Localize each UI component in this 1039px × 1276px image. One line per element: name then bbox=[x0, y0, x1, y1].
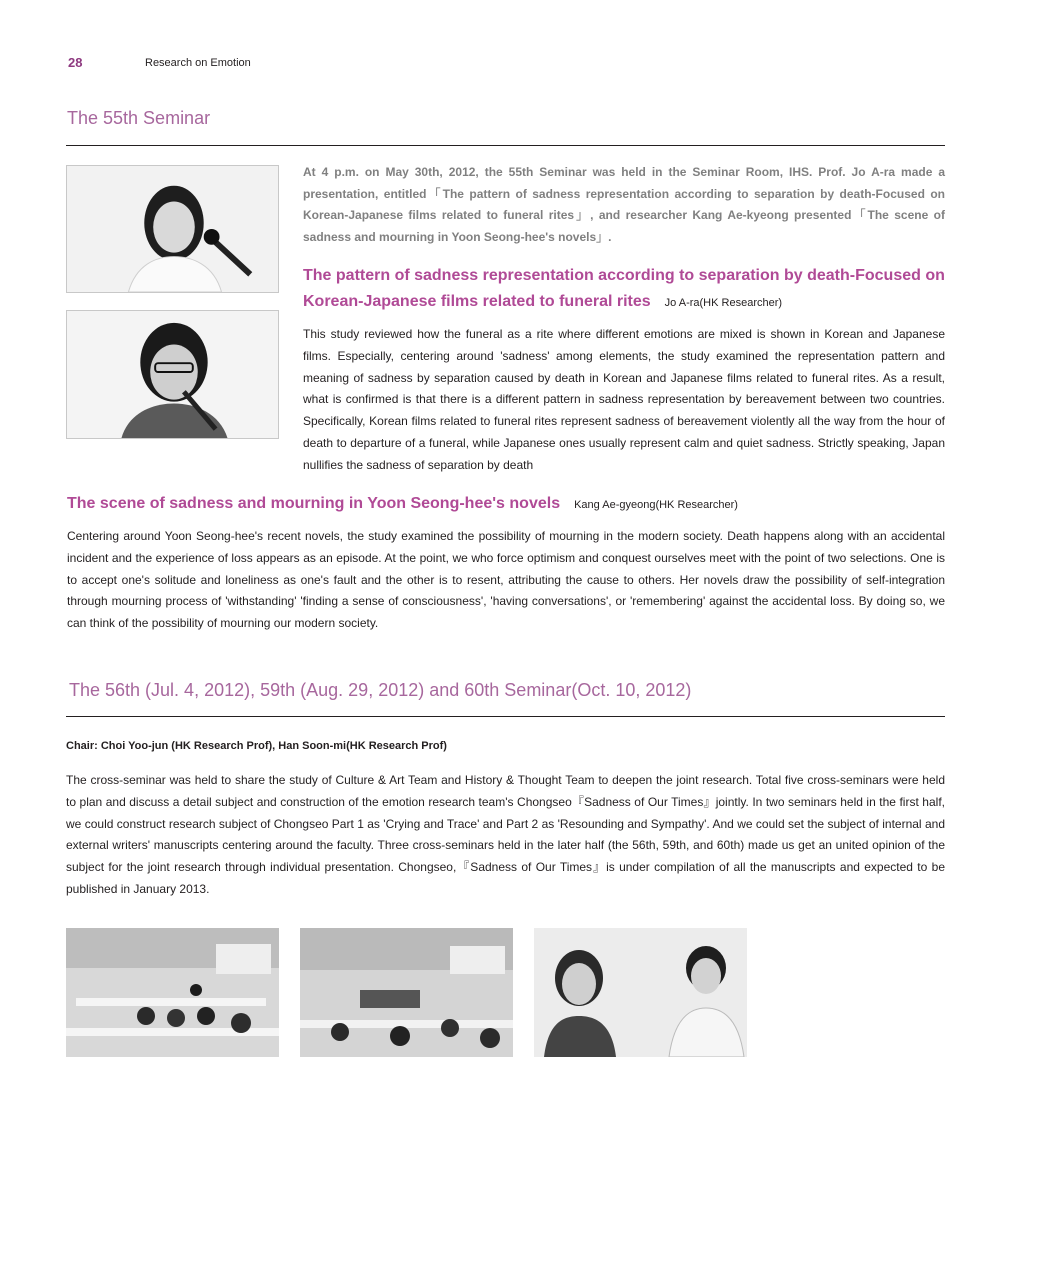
talk2-title: The scene of sadness and mourning in Yoon Seong-hee's novels bbox=[67, 495, 561, 512]
page-number: 28 bbox=[68, 55, 83, 70]
seminar-intro: At 4 p.m. on May 30th, 2012, the 55th Seminar was held in the Seminar Room, IHS. Prof. Jo A-ra made a presentation, entitled「The pattern of sadness representation according to separation by death-Focused on Korean-Japanese films related to funeral rites」, and researcher Kang Ae-kyeong presented「The scene of sadness and mourning in Yoon Seong-hee's novels」. bbox=[303, 165, 945, 245]
talk1-title: The pattern of sadness representation according to separation by death-Focused on Korean-Japanese films related to funeral rites bbox=[303, 267, 945, 310]
talk1-author: Jo A-ra(HK Researcher) bbox=[664, 297, 783, 309]
talk2-abstract: Centering around Yoon Seong-hee's recent novels, the study examined the possibility of mourning in the modern society. Death happens along with an accidental incident and the experience of loss appears as an episode. At the point, we who force optimism and conquest ourselves meet with the point of two selections. One is to accept one's solitude and loneliness as one's fault and the other is to resent, attributing the cause to others. Her novels draw the possibility of self-integration through mourning process of 'withstanding' 'finding a sense of consciousness', 'having conversations', or 'remembering' against the accidental loss. By doing so, we can think of the possibility of mourning our modern society. bbox=[67, 529, 945, 631]
presenter-photo-kang-aegyeong bbox=[66, 310, 279, 439]
talk1-heading bbox=[303, 263, 945, 316]
running-title: Research on Emotion bbox=[145, 57, 251, 69]
seminar-summary: The cross-seminar was held to share the study of Culture & Art Team and History & Thought Team to deepen the joint research. Total five cross-seminars were held to plan and discuss a detail subject and construction of the emotion research team's Chongseo『Sadness of Our Times』jointly. In two seminars held in the first half, we could construct research subject of Chongseo Part 1 as 'Crying and Trace' and Part 2 as 'Resounding and Sympathy'. And we could set the subject of internal and external writers' manuscripts centering around the faculty. Three cross-seminars held in the later half (the 56th, 59th, and 60th) made us get an united opinion of the subject for the joint research through individual presentation. Chongseo,『Sadness of Our Times』is under compilation of all the manuscripts and expected to be published in January 2013. bbox=[66, 773, 945, 896]
section-title-55th: The 55th Seminar bbox=[67, 108, 211, 128]
talk2-heading bbox=[67, 491, 945, 518]
talk2-author: Kang Ae-gyeong(HK Researcher) bbox=[574, 499, 738, 511]
seminar-room-photo-2 bbox=[300, 928, 513, 1057]
seminar-discussion-photo bbox=[534, 928, 747, 1057]
seminar-room-photo-1 bbox=[66, 928, 279, 1057]
section-divider bbox=[66, 716, 945, 717]
presenter-photo-jo-ara bbox=[66, 165, 279, 293]
section-divider bbox=[66, 145, 945, 146]
talk1-abstract: This study reviewed how the funeral as a rite where different emotions are mixed is shown in Korean and Japanese films. Especially, centering around 'sadness' among elements, the study examined the representation pattern and meaning of sadness by separation caused by death in Korean and Japanese films related to funeral rites. As a result, what is confirmed is that there is a different pattern in sadness representation by bereavement between two countries. Specifically, Korean films related to funeral rites represent sadness of bereavement violently all the way from the hour of death to departure of a funeral, while Japanese ones usually represent calm and quiet sadness. Strictly speaking, Japan nullifies the sadness of separation by death bbox=[303, 327, 945, 472]
seminar-chair: Chair: Choi Yoo-jun (HK Research Prof), Han Soon-mi(HK Research Prof) bbox=[66, 740, 447, 752]
section-title-56th-59th-60th: The 56th (Jul. 4, 2012), 59th (Aug. 29, 2012) and 60th Seminar(Oct. 10, 2012) bbox=[69, 680, 692, 700]
